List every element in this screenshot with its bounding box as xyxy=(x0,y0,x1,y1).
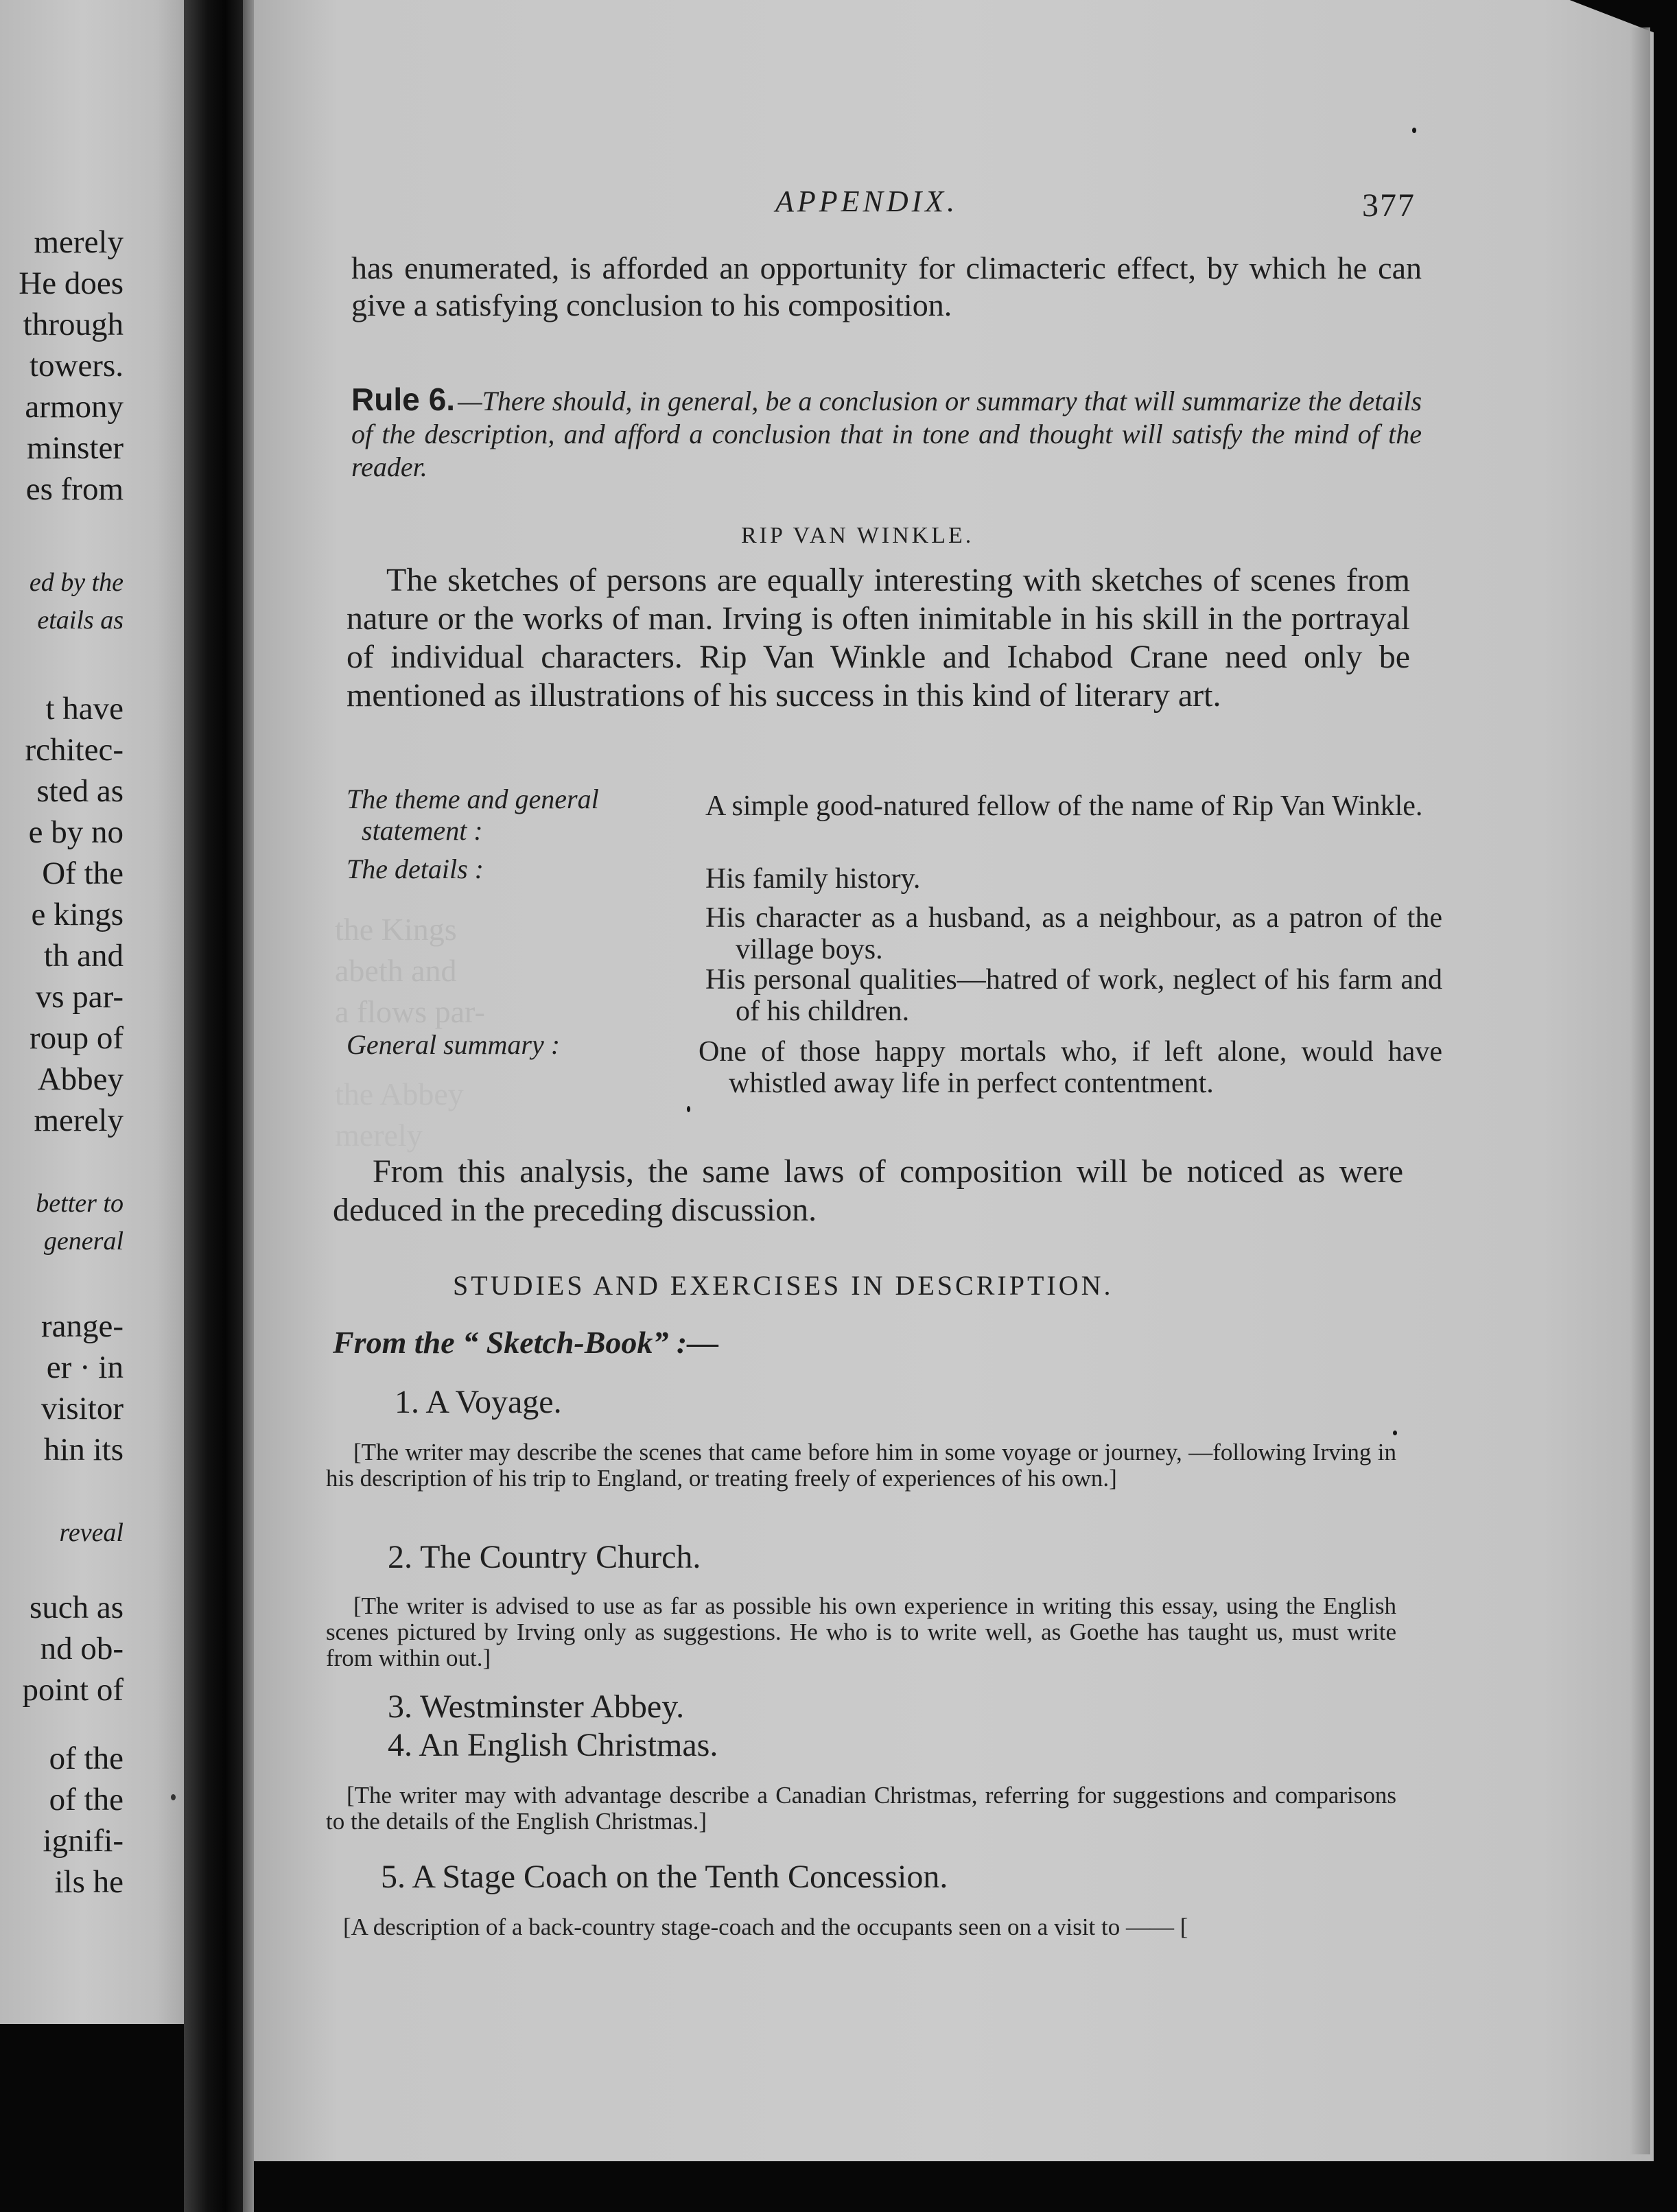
show-through-text: the Abbey xyxy=(335,1076,464,1111)
left-page-line: better to xyxy=(36,1189,124,1218)
left-page-line: such as xyxy=(29,1590,124,1625)
left-page-line: ignifi- xyxy=(43,1823,124,1859)
summary-value: One of those happy mortals who, if left alone, would have whistled away life in perfect contentment. xyxy=(699,1036,1442,1099)
show-through-text: merely xyxy=(335,1118,423,1153)
analysis-paragraph: From this analysis, the same laws of composition will be noticed as were deduced in the preceding discussion. xyxy=(333,1153,1403,1228)
exercise-title: 2. The Country Church. xyxy=(388,1539,701,1575)
exercise-note: [A description of a back-country stage-coach and the occupants seen on a visit to —— [ xyxy=(343,1914,1188,1940)
left-page-line: th and xyxy=(43,938,124,974)
left-page-line: of the xyxy=(49,1741,124,1776)
page-edge xyxy=(1630,27,1650,2154)
rule-6-label: Rule 6. xyxy=(351,381,456,417)
left-page-line: roup of xyxy=(29,1020,124,1056)
left-page-line: range- xyxy=(40,1308,124,1344)
continuation-paragraph: has enumerated, is afforded an opportunity for climacteric effect, by which he can give a satisfying conclusion to his composition. xyxy=(351,250,1422,322)
sketch-book-line: From the “ Sketch-Book” :— xyxy=(333,1325,719,1360)
summary-label: General summary : xyxy=(347,1029,561,1060)
exercise-note: [The writer may with advantage describe a Canadian Christmas, referring for suggestions and comparisons to the details of the English Christmas.] xyxy=(326,1782,1396,1835)
show-through-text: abeth and xyxy=(335,953,457,988)
left-page-line: ed by the xyxy=(29,568,124,597)
book-gutter xyxy=(184,0,243,2212)
theme-value: A simple good-natured fellow of the name of Rip Van Winkle. xyxy=(705,790,1423,822)
left-page-line: t have xyxy=(45,691,124,727)
left-page-line: er · in xyxy=(46,1350,124,1385)
left-page-line: visitor xyxy=(40,1391,124,1426)
exercise-title: 5. A Stage Coach on the Tenth Concession. xyxy=(381,1859,948,1895)
left-page-line: rchitec- xyxy=(25,732,124,768)
left-page-line: nd ob- xyxy=(40,1631,124,1667)
left-page-line: merely xyxy=(34,224,124,260)
section-heading: RIP VAN WINKLE. xyxy=(741,523,974,548)
details-label: The details : xyxy=(347,854,484,884)
detail-item: His personal qualities—hatred of work, neglect of his farm and of his children. xyxy=(705,964,1442,1027)
exercise-note: [The writer may describe the scenes that came before him in some voyage or journey, —following Irving in his description of his trip to England, or treating freely of experiences of his own.] xyxy=(326,1439,1396,1492)
left-page-line: Of the xyxy=(42,856,124,891)
left-page-line: He does xyxy=(19,266,124,301)
studies-heading: STUDIES AND EXERCISES IN DESCRIPTION. xyxy=(453,1270,1114,1301)
left-page-line: ils he xyxy=(54,1864,124,1900)
exercise-note: [The writer is advised to use as far as possible his own experience in writing this essay, using the English scenes pictured by Irving only as suggestions. He who is to write well, as Goethe has taught us, must write from within out.] xyxy=(326,1592,1396,1671)
scan-speck xyxy=(1412,128,1416,133)
left-page-line: merely xyxy=(34,1103,124,1138)
detail-item: His family history. xyxy=(705,863,921,895)
scan-speck xyxy=(1393,1431,1397,1435)
scan-speck xyxy=(171,1794,176,1800)
page-shadow xyxy=(243,0,254,2212)
sketches-paragraph: The sketches of persons are equally interesting with sketches of scenes from nature or the works of man. Irving is often inimitable in his skill in the portrayal of individual characters. Rip Van Winkle and Ichabod Crane need only be mentioned as illustrations of his success in this kind of literary art. xyxy=(347,562,1410,714)
left-page-line: through xyxy=(23,307,124,342)
scan-speck xyxy=(687,1106,690,1112)
rule-6-text: —There should, in general, be a conclusion or summary that will summarize the details of the description, and afford a conclusion that in tone and thought will satisfy the mind of the reader. xyxy=(351,386,1422,482)
left-page-line: Abbey xyxy=(37,1061,124,1097)
left-page-line: hin its xyxy=(43,1432,124,1468)
left-page-line: of the xyxy=(49,1782,124,1817)
left-page-line: reveal xyxy=(59,1518,124,1547)
left-page-line: e by no xyxy=(28,814,124,850)
left-page-line: e kings xyxy=(31,897,124,932)
left-page-line: sted as xyxy=(36,773,124,809)
exercise-title: 1. A Voyage. xyxy=(395,1384,562,1420)
detail-item: His character as a husband, as a neighbour, as a patron of the village boys. xyxy=(705,902,1442,965)
left-page-line: armony xyxy=(25,389,124,425)
page-number: 377 xyxy=(1362,187,1416,224)
rule-6 xyxy=(351,383,1422,484)
running-head: APPENDIX. xyxy=(775,185,959,218)
left-page-line: vs par- xyxy=(35,979,124,1015)
show-through-text: the Kings xyxy=(335,912,457,947)
theme-label: The theme and general statement : xyxy=(347,784,599,846)
exercise-title: 3. Westminster Abbey. xyxy=(388,1689,685,1725)
show-through-text: a flows par- xyxy=(335,994,485,1029)
left-page-fragment xyxy=(0,0,184,2024)
left-page-line: minster xyxy=(27,430,124,466)
exercise-title: 4. An English Christmas. xyxy=(388,1727,718,1763)
left-page-line: es from xyxy=(25,471,124,507)
left-page-line: towers. xyxy=(29,348,124,384)
left-page-line: point of xyxy=(22,1672,124,1708)
left-page-line: general xyxy=(43,1227,124,1256)
left-page-line: etails as xyxy=(37,606,124,635)
